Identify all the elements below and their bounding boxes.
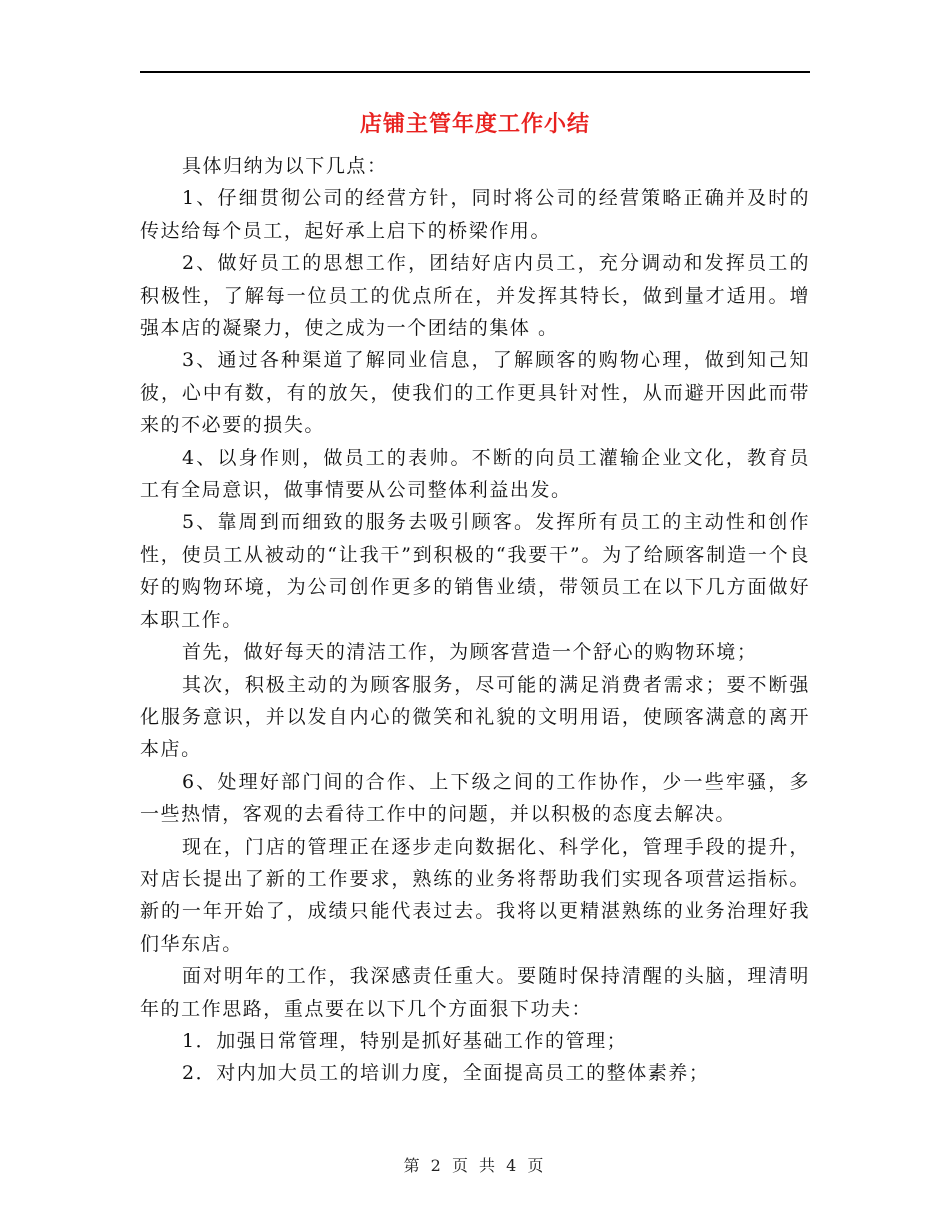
paragraph-current: 现在，门店的管理正在逐步走向数据化、科学化，管理手段的提升，对店长提出了新的工作要求，熟练的业务将帮助我们实现各项营运指标。新的一年开始了，成绩只能代表过去。我将以更精湛熟练的业务治理好我们华东店。 (140, 835, 810, 955)
paragraph-point-1: 1、仔细贯彻公司的经营方针，同时将公司的经营策略正确并及时的传达给每个员工，起好承上启下的桥梁作用。 (140, 187, 810, 242)
paragraph-intro: 具体归纳为以下几点： (182, 155, 388, 177)
paragraph-first: 首先，做好每天的清洁工作，为顾客营造一个舒心的购物环境； (182, 641, 758, 664)
paragraph-point-3: 3、通过各种渠道了解同业信息，了解顾客的购物心理，做到知己知彼，心中有数，有的放矢，使我们的工作更具针对性，从而避开因此而带来的不必要的损失。 (140, 349, 810, 437)
list-item-1: 1．加强日常管理，特别是抓好基础工作的管理； (182, 1029, 628, 1052)
paragraph-point-6: 6、处理好部门间的合作、上下级之间的工作协作，少一些牢骚，多一些热情，客观的去看待工作中的问题，并以积极的态度去解决。 (140, 770, 810, 826)
paragraph-second: 其次，积极主动的为顾客服务，尽可能的满足消费者需求；要不断强化服务意识，并以发自内心的微笑和礼貌的文明用语，使顾客满意的离开本店。 (140, 673, 810, 761)
paragraph-point-4: 4、以身作则，做员工的表帅。不断的向员工灌输企业文化，教育员工有全局意识，做事情要从公司整体利益出发。 (140, 446, 810, 502)
page-footer: 第 2 页 共 4 页 (403, 1156, 547, 1175)
document-body (140, 150, 810, 1090)
paragraph-point-2: 2、做好员工的思想工作，团结好店内员工，充分调动和发挥员工的积极性，了解每一位员工的优点所在，并发挥其特长，做到量才适用。增强本店的凝聚力，使之成为一个团结的集体 。 (140, 252, 810, 340)
header-rule (140, 71, 810, 73)
paragraph-next-year: 面对明年的工作，我深感责任重大。要随时保持清醒的头脑，理清明年的工作思路，重点要在以下几个方面狠下功夫： (140, 965, 810, 1020)
document-title: 店铺主管年度工作小结 (359, 112, 590, 137)
paragraph-point-5: 5、靠周到而细致的服务去吸引顾客。发挥所有员工的主动性和创作性，使员工从被动的“让我干”到积极的“我要干”。为了给顾客制造一个良好的购物环境，为公司创作更多的销售业绩，带领员工在以下几方面做好本职工作。 (140, 511, 810, 631)
list-item-2: 2．对内加大员工的培训力度，全面提高员工的整体素养； (182, 1062, 710, 1085)
